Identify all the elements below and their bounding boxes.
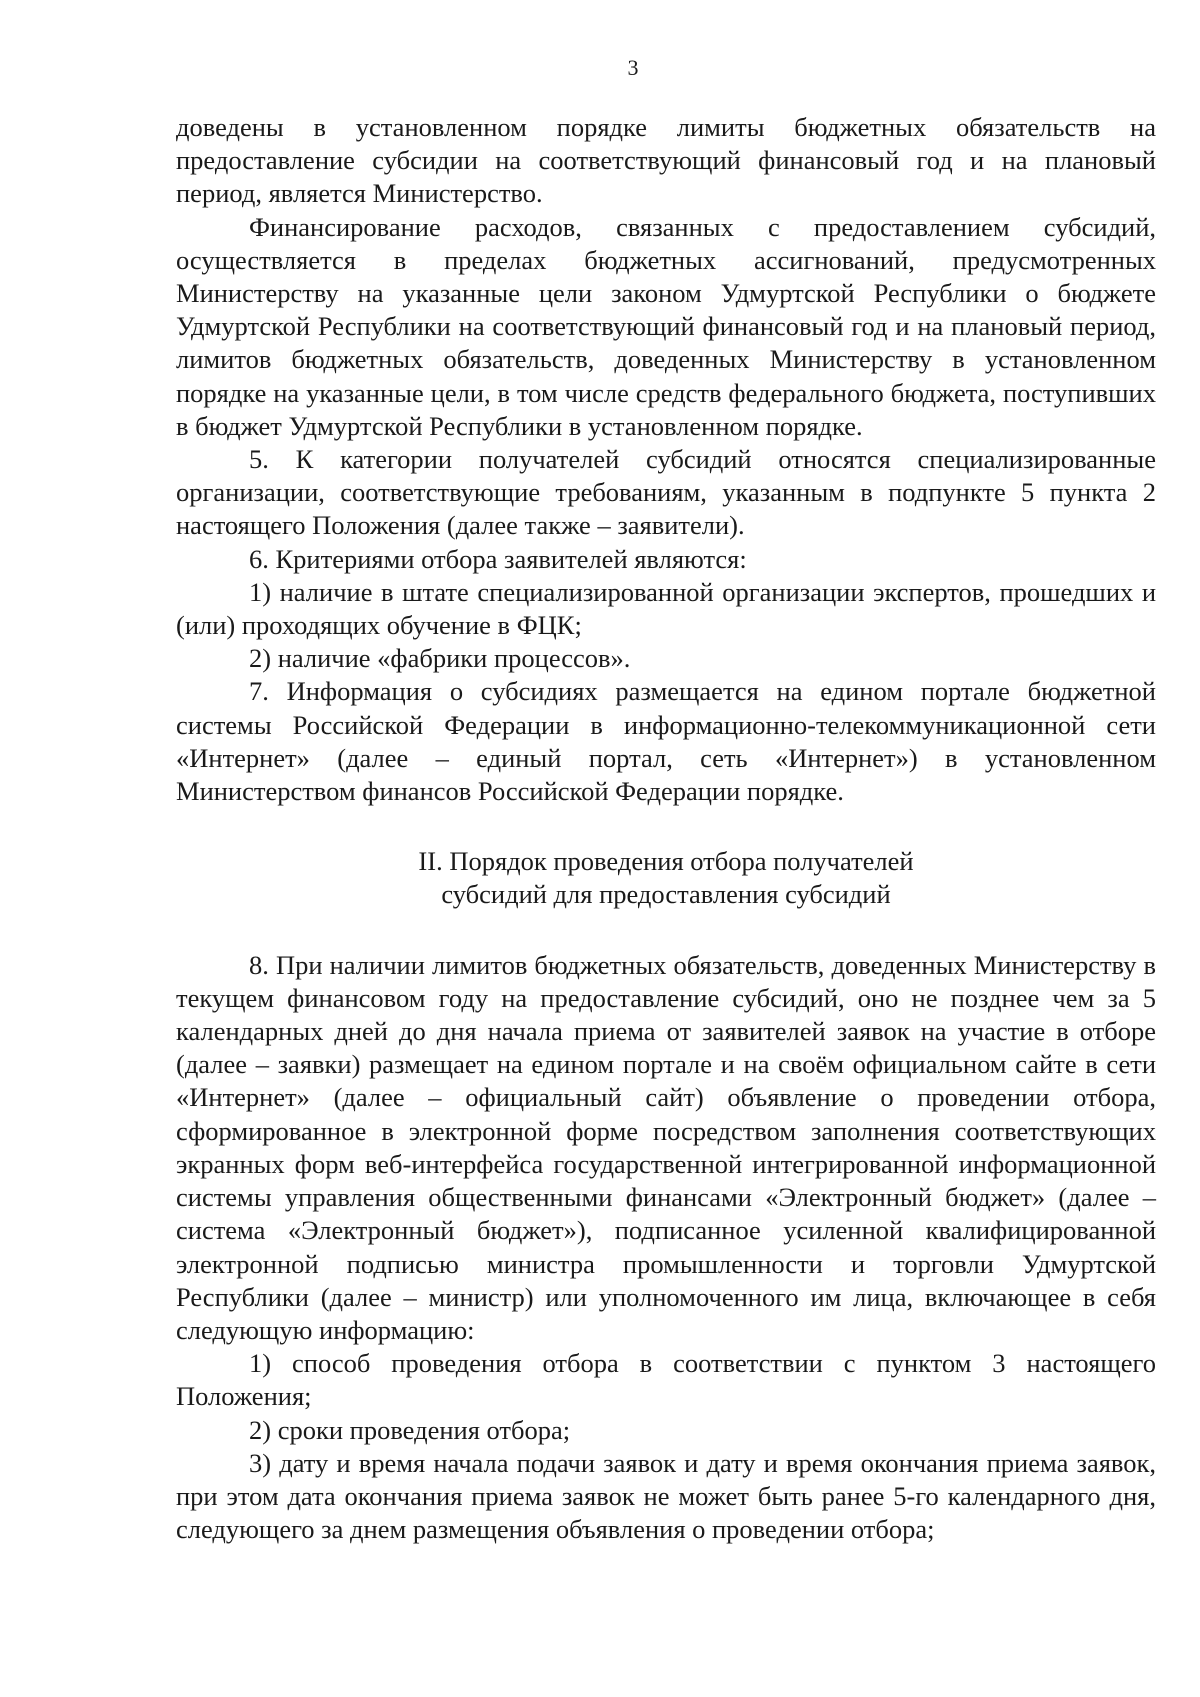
- paragraph: 2) наличие «фабрики процессов».: [249, 643, 631, 674]
- paragraph: Финансирование расходов, связанных с предоставлением субсидий, осуществляется в пределах бюджетных ассигнований, предусмотренных Министерству на указанные цели законом Удмуртской Республики о бюджете Удмуртской Республики на соответствующий финансовый год и на плановый период, лимитов бюджетных обязательств, доведенных Министерству в установленном порядке на указанные цели, в том числе средств федерального бюджета, поступивших в бюджет Удмуртской Республики в установленном порядке.: [176, 211, 1156, 441]
- document-body: [176, 111, 1156, 1546]
- paragraph: доведены в установленном порядке лимиты бюджетных обязательств на предоставление субсидии на соответствующий финансовый год и на плановый период, является Министерство.: [176, 112, 1156, 209]
- section-heading-line: субсидий для предоставления субсидий: [441, 879, 891, 910]
- section-heading-line: II. Порядок проведения отбора получателей: [418, 846, 914, 877]
- section-heading: [176, 845, 1156, 911]
- paragraph: 2) сроки проведения отбора;: [249, 1414, 571, 1445]
- page-number: 3: [627, 55, 639, 80]
- paragraph: 1) наличие в штате специализированной организации экспертов, прошедших и (или) проходящих обучение в ФЦК;: [176, 576, 1156, 641]
- paragraph: 6. Критериями отбора заявителей являются:: [249, 543, 747, 574]
- paragraph: 1) способ проведения отбора в соответствии с пунктом 3 настоящего Положения;: [176, 1348, 1156, 1412]
- paragraph: 5. К категории получателей субсидий относятся специализированные организации, соответствующие требованиям, указанным в подпункте 5 пункта 2 настоящего Положения (далее также – заявители).: [176, 444, 1156, 541]
- paragraph: 7. Информация о субсидиях размещается на едином портале бюджетной системы Российской Федерации в информационно-телекоммуникационной сети «Интернет» (далее – единый портал, сеть «Интернет») в установленном Министерством финансов Российской Федерации порядке.: [176, 676, 1156, 807]
- paragraph: 8. При наличии лимитов бюджетных обязательств, доведенных Министерству в текущем финансовом году на предоставление субсидий, оно не позднее чем за 5 календарных дней до дня начала приема от заявителей заявок на участие в отборе (далее – заявки) размещает на едином портале и на своём официальном сайте в сети «Интернет» (далее – официальный сайт) объявление о проведении отбора, сформированное в электронной форме посредством заполнения соответствующих экранных форм веб-интерфейса государственной интегрированной информационной системы управления общественными финансами «Электронный бюджет» (далее – система «Электронный бюджет»), подписанное усиленной квалифицированной электронной подписью министра промышленности и торговли Удмуртской Республики (далее – министр) или уполномоченного им лица, включающее в себя следующую информацию:: [176, 949, 1156, 1345]
- paragraph: 3) дату и время начала подачи заявок и дату и время окончания приема заявок, при этом дата окончания приема заявок не может быть ранее 5-го календарного дня, следующего за днем размещения объявления о проведении отбора;: [176, 1447, 1156, 1545]
